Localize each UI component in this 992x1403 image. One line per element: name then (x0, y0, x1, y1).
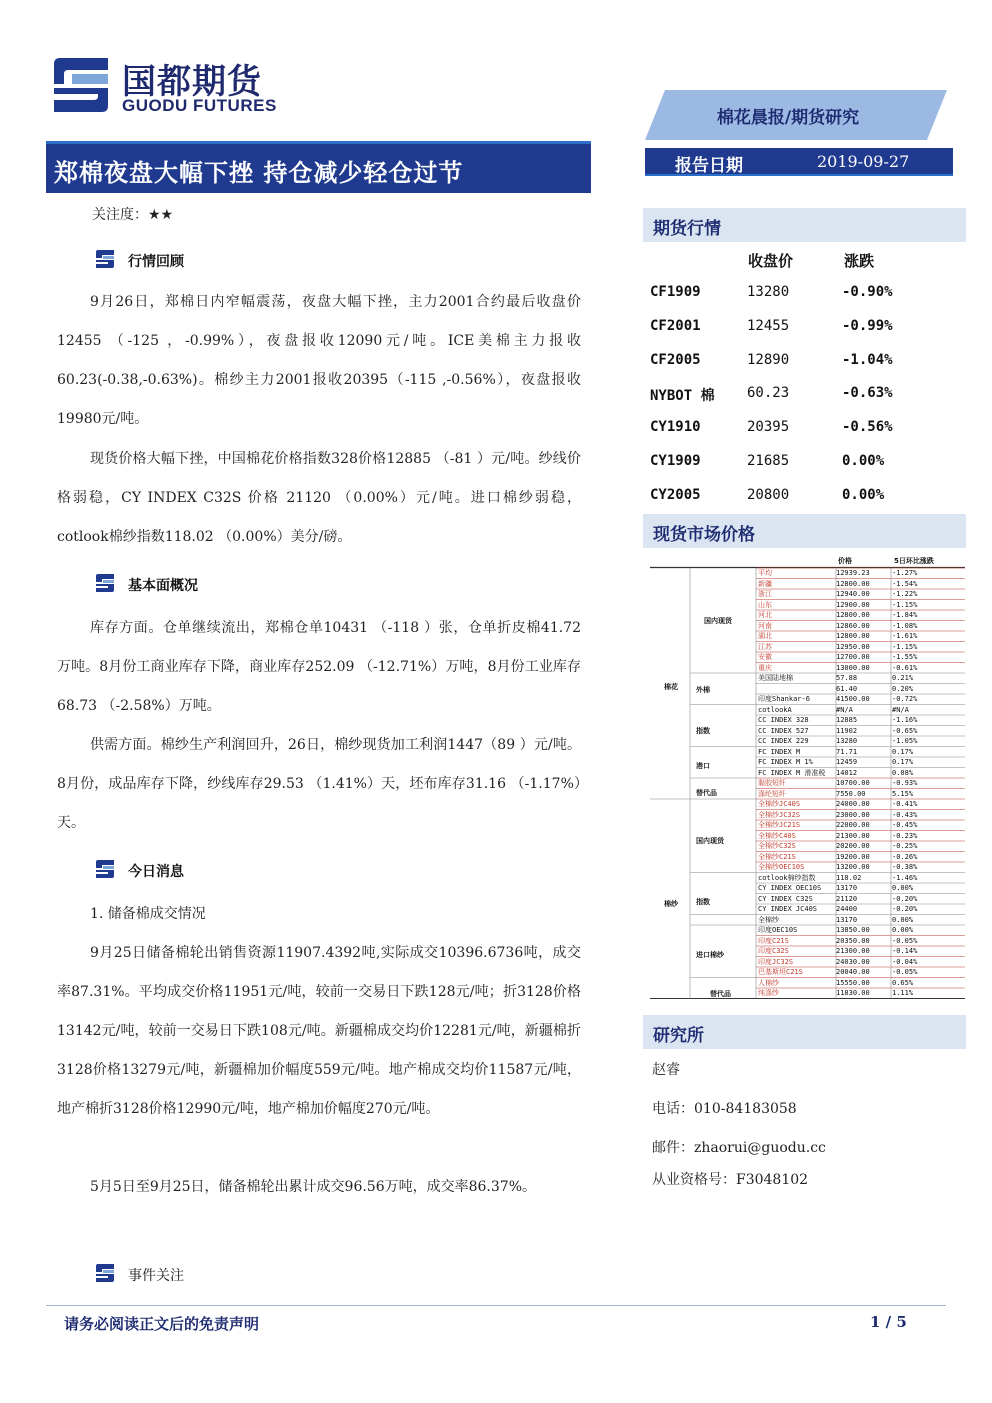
spot-row (756, 841, 964, 852)
spot-cell-change: -0.23% (892, 831, 918, 840)
title-bar (46, 141, 591, 193)
spot-cell-name: 全棉纱JC32S (758, 810, 801, 819)
spot-row (756, 831, 964, 842)
logo-text-en: GUODU FUTURES (122, 96, 277, 115)
spot-cell-name: CY INDEX JC40S (758, 905, 818, 913)
section-title: 行情回顾 (128, 254, 184, 270)
report-type-label: 棉花晨报/期货研究 (716, 108, 860, 128)
spot-cell-change: -0.43% (892, 810, 918, 819)
spot-row (756, 673, 964, 684)
spot-row (756, 894, 964, 905)
futures-section-title: 期货行情 (653, 219, 721, 239)
spot-row (756, 904, 964, 915)
spot-cell-name: 全棉纱C40S (758, 831, 796, 840)
spot-row (756, 726, 964, 737)
spot-sub-yarn-substitute: 替代品 (710, 990, 731, 998)
futures-col-change: 涨跌 (844, 252, 875, 270)
futures-cell-change: -0.99% (842, 317, 893, 334)
spot-row (756, 873, 964, 884)
spot-cell-name: 印度C21S (758, 936, 789, 945)
spot-cell-name: 印度JC32S (758, 957, 794, 966)
spot-sub-yarn-import: 进口棉纱 (696, 951, 724, 959)
spot-cell-name: 全棉纱 (758, 915, 779, 924)
spot-cell-name: 全棉纱C32S (758, 842, 796, 850)
spot-group-yarn: 棉纱 (664, 900, 678, 908)
futures-row (650, 419, 960, 453)
spot-cell-change: -1.46% (892, 873, 918, 882)
spot-cell-change: -1.08% (892, 621, 918, 630)
futures-cell-code: CF1909 (650, 284, 701, 300)
spot-cell-price: 13170 (836, 915, 858, 924)
analyst-email: 邮件：zhaorui@guodu.cc (652, 1140, 826, 1156)
spot-cell-price: 41500.00 (836, 695, 870, 703)
spot-row (756, 915, 964, 926)
spot-cell-name: 全棉纱JC21S (758, 821, 801, 829)
spot-row (756, 663, 964, 674)
spot-cell-change: -1.27% (892, 569, 918, 577)
spot-cell-price: 12939.23 (836, 569, 870, 577)
spot-cell-change: -0.05% (892, 968, 918, 976)
spot-row (756, 820, 964, 831)
spot-cell-price: 20200.00 (836, 842, 870, 850)
spot-sub-foreign: 外棉 (696, 686, 710, 694)
spot-cell-price: 12800.00 (836, 579, 870, 588)
futures-cell-close: 21685 (747, 453, 790, 469)
spot-cell-name: 全棉纱JC40S (758, 800, 801, 808)
spot-cell-price: 21300.00 (836, 947, 870, 955)
spot-sub-substitute: 替代品 (696, 789, 717, 797)
spot-cell-price: 15550.00 (836, 978, 870, 987)
futures-section-header (643, 208, 966, 242)
spot-cell-change: -0.25% (892, 842, 918, 850)
spot-cell-name: 黏胶短纤 (758, 779, 786, 787)
spot-cell-change: -1.61% (892, 632, 918, 640)
section-title: 事件关注 (128, 1268, 184, 1284)
spot-cell-name: 印度Shankar-6 (758, 695, 810, 703)
spot-cell-change: -1.54% (892, 579, 918, 588)
spot-cell-change: -0.14% (892, 947, 918, 955)
spot-cell-price: 10700.00 (836, 779, 870, 787)
spot-row (756, 705, 964, 716)
spot-cell-price: 11902 (836, 726, 858, 735)
spot-cell-name: 安徽 (758, 653, 772, 661)
section-title: 基本面概况 (128, 578, 198, 594)
spot-row (756, 852, 964, 863)
futures-cell-close: 12890 (747, 351, 790, 368)
spot-cell-name: 江苏 (758, 642, 772, 651)
spot-cell-change: -1.15% (892, 642, 918, 651)
spot-row (756, 967, 964, 978)
spot-cell-price: 12950.00 (836, 642, 870, 651)
spot-cell-price: 23000.00 (836, 810, 870, 819)
futures-cell-code: NYBOT 棉 (650, 388, 715, 405)
research-section-header (643, 1015, 966, 1049)
spot-cell-name: FC INDEX M 滑准税 (758, 768, 826, 777)
futures-row (650, 284, 960, 318)
spot-cell-change: 0.00% (892, 915, 914, 924)
spot-row (756, 862, 964, 873)
review-paragraph-2: 现货价格大幅下挫，中国棉花价格指数328价格12885 （-81 ）元/吨。纱线价格弱稳，CY INDEX C32S 价格 21120 （0.00%）元/吨。进口棉纱弱稳，cotlook棉纱指数118.02 （0.00%）美分/磅。 (57, 451, 581, 545)
futures-cell-change: -0.56% (842, 419, 893, 436)
spot-cell-price: 20350.00 (836, 936, 870, 945)
spot-cell-price: 61.40 (836, 684, 858, 693)
spot-cell-name: CC INDEX 229 (758, 737, 809, 745)
spot-row (756, 610, 964, 621)
spot-cell-change: -0.38% (892, 863, 918, 871)
spot-cell-name: 河南 (758, 621, 772, 630)
spot-col-change: 5日环比涨跌 (894, 557, 934, 565)
section-title: 今日消息 (128, 864, 184, 880)
futures-row (650, 385, 960, 419)
spot-cell-price: 24000.00 (836, 800, 870, 808)
spot-cell-price: 13200.00 (836, 863, 870, 871)
spot-row (756, 568, 964, 579)
futures-cell-close: 12455 (747, 317, 790, 334)
spot-sub-import: 港口 (696, 762, 710, 770)
spot-cell-price: 13000.00 (836, 663, 870, 672)
page-number: 1 / 5 (870, 1313, 907, 1331)
spot-cell-name: 湖北 (758, 632, 772, 640)
spot-row (756, 652, 964, 663)
futures-col-close: 收盘价 (748, 252, 794, 270)
spot-cell-price: 12459 (836, 758, 858, 766)
attention-rating: 关注度：★★ (92, 207, 174, 223)
analyst-name: 赵睿 (652, 1062, 680, 1078)
spot-cell-change: -1.16% (892, 716, 918, 724)
spot-cell-change: -1.84% (892, 611, 918, 619)
spot-sub-domestic: 国内现货 (704, 617, 732, 625)
footer-disclaimer[interactable]: 请务必阅读正文后的免责声明 (64, 1315, 260, 1333)
spot-cell-name: 美国陆地棉 (758, 674, 793, 682)
futures-cell-code: CF2001 (650, 317, 701, 334)
spot-row (756, 579, 964, 590)
spot-row (756, 957, 964, 968)
spot-cell-change: -0.04% (892, 957, 918, 966)
spot-sub-yarn-domestic: 国内现货 (696, 837, 724, 845)
spot-cell-price: 11830.00 (836, 989, 870, 997)
spot-cell-price: 12900.00 (836, 600, 870, 609)
spot-cell-change: -1.22% (892, 590, 918, 598)
spot-col-price: 价格 (838, 557, 852, 565)
spot-cell-name: CC INDEX 328 (758, 716, 809, 724)
spot-cell-change: -1.15% (892, 600, 918, 609)
spot-cell-price: 118.02 (836, 873, 862, 882)
spot-cell-change: -0.20% (892, 905, 918, 913)
spot-cell-price: 12800.00 (836, 611, 870, 619)
futures-row (650, 318, 960, 352)
futures-cell-code: CY1909 (650, 453, 701, 469)
spot-cell-change: -0.26% (892, 852, 918, 861)
report-date-value: 2019-09-27 (817, 152, 910, 171)
spot-row (756, 978, 964, 989)
spot-row (756, 810, 964, 821)
spot-row (756, 925, 964, 936)
spot-cell-price: 21120 (836, 894, 858, 903)
spot-cell-change: -0.05% (892, 936, 918, 945)
futures-cell-close: 60.23 (747, 385, 790, 402)
spot-cell-change: -0.93% (892, 779, 918, 787)
logo-mark-icon (50, 54, 112, 116)
review-paragraph-1: 9月26日，郑棉日内窄幅震荡，夜盘大幅下挫，主力2001合约最后收盘价12455 （-125 ，-0.99%），夜盘报收12090元/吨。ICE美棉主力报收60.23(-0.38,-0.63%)。棉纱主力2001报收20395（-115 ,-0.56%），夜盘报收19980元/吨。 (57, 294, 581, 427)
spot-cell-change: 0.21% (892, 674, 914, 682)
spot-row (756, 778, 964, 789)
spot-cell-price: 12860.00 (836, 621, 870, 630)
spot-row (756, 736, 964, 747)
spot-row (756, 589, 964, 600)
spot-cell-change: 0.08% (892, 768, 914, 777)
spot-section-header (643, 514, 966, 548)
news-paragraph-1: 9月25日储备棉轮出销售资源11907.4392吨,实际成交10396.6736吨，成交率87.31%。平均成交价格11951元/吨，较前一交易日下跌128元/吨；折3128价格13142元/吨，较前一交易日下跌108元/吨。新疆棉成交均价12281元/吨，新疆棉折3128价格13279元/吨，新疆棉加价幅度559元/吨。地产棉成交均价11587元/吨，地产棉折3128价格12990元/吨，地产棉加价幅度270元/吨。 (57, 945, 581, 1117)
section-bullet-icon (94, 249, 116, 269)
spot-cell-price: #N/A (836, 705, 853, 714)
spot-cell-change: 0.17% (892, 747, 914, 756)
spot-row (756, 883, 964, 894)
spot-section-title: 现货市场价格 (653, 525, 755, 545)
spot-cell-name: 全棉纱OEC10S (758, 863, 805, 871)
spot-row (756, 799, 964, 810)
spot-cell-price: 12885 (836, 716, 858, 724)
futures-row (650, 453, 960, 487)
spot-sub-yarn-index: 指数 (696, 898, 710, 906)
spot-cell-change: #N/A (892, 705, 909, 714)
report-date-label: 报告日期 (675, 156, 743, 176)
analyst-license: 从业资格号：F3048102 (652, 1172, 809, 1188)
spot-cell-change: -0.72% (892, 695, 918, 703)
spot-cell-price: 22000.00 (836, 821, 870, 829)
futures-cell-change: -0.63% (842, 385, 893, 402)
spot-cell-name: 新疆 (758, 579, 772, 588)
spot-cell-change: -0.65% (892, 726, 918, 735)
spot-cell-price: 13170 (836, 884, 858, 892)
futures-cell-close: 20800 (747, 486, 790, 503)
futures-cell-change: -0.90% (842, 284, 893, 300)
spot-cell-name: CY INDEX OEC10S (758, 884, 822, 892)
spot-row (756, 789, 964, 800)
spot-row (756, 747, 964, 758)
spot-cell-name: CY INDEX C32S (758, 894, 813, 903)
spot-cell-price: 13280 (836, 737, 858, 745)
spot-cell-name: 人棉纱 (758, 978, 779, 987)
section-bullet-icon (94, 573, 116, 593)
spot-cell-price: 14012 (836, 768, 858, 777)
spot-cell-change: 0.65% (892, 978, 914, 987)
fundamental-paragraph-2: 供需方面。棉纱生产利润回升，26日，棉纱现货加工利润1447（89 ）元/吨。8月份，成品库存下降，纱线库存29.53 （1.41%）天，坯布库存31.16 （-1.17%）天。 (57, 737, 581, 831)
spot-cell-change: -0.20% (892, 894, 918, 903)
spot-cell-change: 0.00% (892, 926, 914, 934)
spot-cell-name: 印度OEC10S (758, 926, 798, 934)
news-subheading: 1. 储备棉成交情况 (90, 906, 206, 922)
futures-row (650, 352, 960, 386)
spot-row (756, 600, 964, 611)
section-bullet-icon (94, 1263, 116, 1283)
futures-cell-change: 0.00% (842, 453, 885, 469)
spot-row (756, 684, 964, 695)
research-section-title: 研究所 (653, 1026, 704, 1046)
company-logo (50, 52, 300, 122)
spot-cell-change: -0.45% (892, 821, 918, 829)
spot-cell-change: 0.20% (892, 684, 914, 693)
page-title: 郑棉夜盘大幅下挫 持仓减少轻仓过节 (54, 158, 464, 187)
spot-cell-name: FC INDEX M 1% (758, 758, 813, 766)
spot-row (756, 694, 964, 705)
spot-row (756, 946, 964, 957)
spot-cell-change: 1.11% (892, 989, 914, 997)
spot-cell-name: 巴基斯坦C21S (758, 968, 803, 976)
spot-row (756, 988, 964, 999)
spot-cell-name: 山东 (758, 600, 772, 609)
futures-cell-change: 0.00% (842, 486, 885, 503)
spot-cell-name: cotlook棉纱指数 (758, 873, 816, 882)
fundamental-paragraph-1: 库存方面。仓单继续流出，郑棉仓单10431 （-118 ）张，仓单折皮棉41.72 万吨。8月份工商业库存下降，商业库存252.09 （-12.71%）万吨，8月份工业库存68.73 （-2.58%）万吨。 (57, 620, 581, 714)
futures-cell-close: 13280 (747, 284, 790, 300)
spot-cell-price: 24400 (836, 905, 858, 913)
spot-cell-change: -1.05% (892, 737, 918, 745)
spot-cell-name: cotlookA (758, 705, 792, 714)
spot-row (756, 642, 964, 653)
spot-cell-name: FC INDEX M (758, 747, 801, 756)
spot-cell-price: 19200.00 (836, 852, 870, 861)
spot-row (756, 715, 964, 726)
futures-cell-code: CF2005 (650, 351, 701, 368)
spot-cell-name: 纯涤纱 (758, 989, 779, 997)
spot-cell-name: 平均 (758, 569, 772, 577)
report-date-bar (645, 148, 953, 176)
spot-group-cotton: 棉花 (664, 683, 678, 691)
spot-cell-name: 重庆 (758, 663, 772, 672)
futures-cell-close: 20395 (747, 419, 790, 436)
spot-cell-name: 印度C32S (758, 947, 789, 955)
footer-divider (46, 1305, 946, 1306)
spot-cell-price: 12940.00 (836, 590, 870, 598)
spot-row (756, 757, 964, 768)
spot-row (756, 621, 964, 632)
futures-cell-code: CY1910 (650, 419, 701, 436)
spot-row (756, 631, 964, 642)
spot-cell-change: 0.00% (892, 884, 914, 892)
spot-cell-name: 浙江 (758, 590, 772, 598)
spot-cell-price: 24030.00 (836, 957, 870, 966)
spot-cell-name: 涤纶短纤 (758, 789, 786, 798)
spot-cell-change: -0.41% (892, 800, 918, 808)
news-paragraph-2: 5月5日至9月25日，储备棉轮出累计成交96.56万吨，成交率86.37%。 (90, 1179, 536, 1195)
spot-cell-name: 全棉纱C21S (758, 852, 796, 861)
spot-cell-change: 0.17% (892, 758, 914, 766)
spot-cell-change: -0.61% (892, 663, 918, 672)
futures-cell-code: CY2005 (650, 486, 701, 503)
spot-cell-price: 12800.00 (836, 632, 870, 640)
spot-row (756, 768, 964, 779)
spot-cell-price: 7550.00 (836, 789, 866, 798)
analyst-phone: 电话：010-84183058 (652, 1101, 797, 1117)
spot-cell-name: 河北 (758, 611, 772, 619)
spot-cell-name: CC INDEX 527 (758, 726, 809, 735)
spot-cell-price: 13850.00 (836, 926, 870, 934)
futures-cell-change: -1.04% (842, 351, 893, 368)
spot-cell-change: 5.15% (892, 789, 914, 798)
spot-cell-change: -1.55% (892, 653, 918, 661)
spot-cell-price: 57.88 (836, 674, 858, 682)
spot-cell-price: 20040.00 (836, 968, 870, 976)
spot-cell-price: 12700.00 (836, 653, 870, 661)
spot-cell-price: 21300.00 (836, 831, 870, 840)
logo-text-cn: 国都期货 (122, 62, 262, 102)
spot-row (756, 936, 964, 947)
spot-sub-index: 指数 (696, 727, 710, 735)
spot-cell-price: 71.71 (836, 747, 858, 756)
section-bullet-icon (94, 859, 116, 879)
